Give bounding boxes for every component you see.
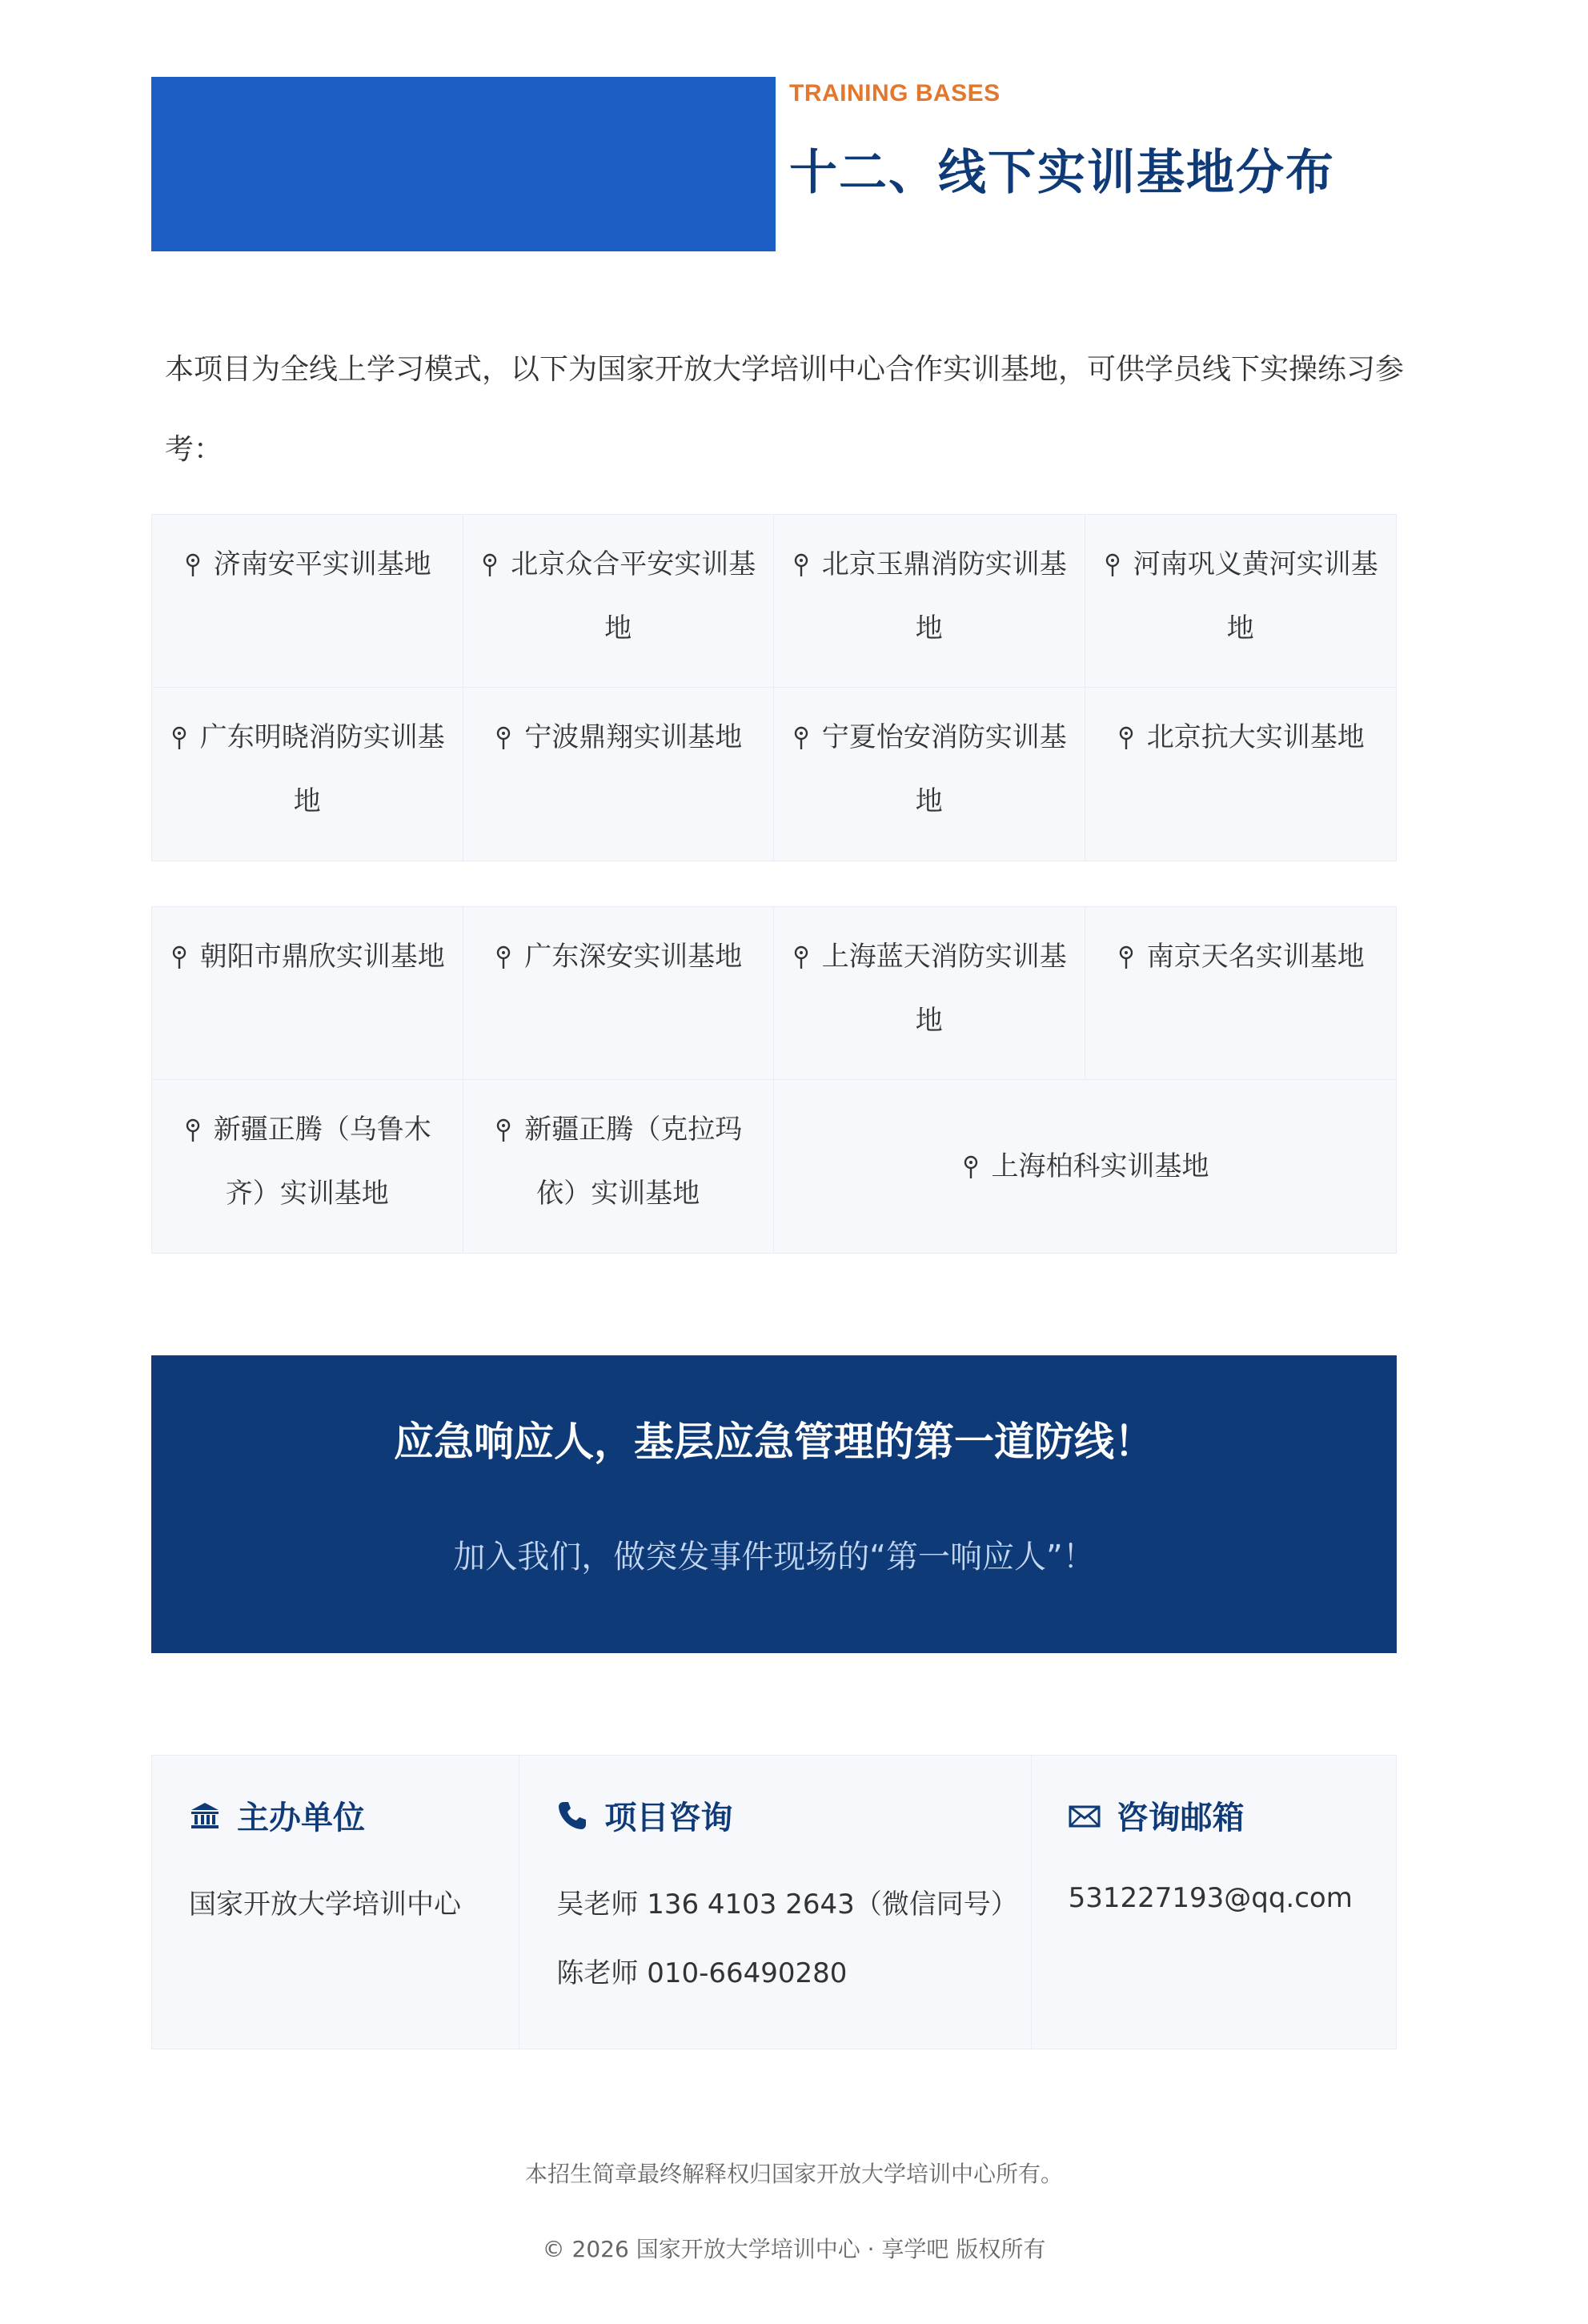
base-item — [1085, 688, 1397, 861]
envelope-icon — [1069, 1800, 1101, 1832]
institution-icon — [189, 1800, 221, 1832]
base-item — [774, 688, 1085, 861]
section-title: 十二、线下实训基地分布 — [789, 145, 1335, 201]
base-name: 上海蓝天消防实训基地 — [821, 941, 1067, 1037]
base-item — [463, 688, 775, 861]
consult-contact-chen: 陈老师 010-66490280 — [556, 1957, 848, 1989]
map-pin-icon — [170, 725, 189, 751]
base-item — [463, 1080, 775, 1253]
base-item — [463, 907, 775, 1080]
map-pin-icon — [494, 945, 513, 970]
base-item — [774, 1080, 1396, 1253]
map-pin-icon — [792, 725, 811, 751]
base-item — [1085, 515, 1397, 688]
map-pin-icon — [480, 552, 499, 578]
footer-copyright: © 2026 国家开放大学培训中心 · 享学吧 版权所有 — [542, 2236, 1046, 2262]
map-pin-icon — [170, 945, 189, 970]
map-pin-icon — [183, 552, 203, 578]
base-name: 南京天名实训基地 — [1146, 941, 1365, 973]
map-pin-icon — [494, 1118, 513, 1143]
base-name: 新疆正腾（乌鲁木齐）实训基地 — [213, 1114, 431, 1210]
email-heading — [1069, 1792, 1245, 1838]
map-pin-icon — [961, 1154, 980, 1180]
organizer-name: 国家开放大学培训中心 — [189, 1889, 461, 1921]
base-name: 北京众合平安实训基地 — [511, 548, 756, 644]
consult-column — [519, 1756, 1031, 2049]
base-name: 济南安平实训基地 — [213, 548, 431, 580]
base-item — [152, 907, 463, 1080]
map-pin-icon — [792, 552, 811, 578]
map-pin-icon — [1117, 725, 1136, 751]
base-name: 宁夏怡安消防实训基地 — [821, 721, 1067, 817]
footer-notice: 本招生简章最终解释权归国家开放大学培训中心所有。 — [524, 2161, 1063, 2187]
consult-heading-text: 项目咨询 — [604, 1800, 733, 1836]
slogan-banner — [151, 1355, 1397, 1653]
map-pin-icon — [494, 725, 513, 751]
consult-heading — [556, 1792, 732, 1838]
map-pin-icon — [1117, 945, 1136, 970]
base-name: 宁波鼎翔实训基地 — [524, 721, 743, 753]
base-name: 北京抗大实训基地 — [1146, 721, 1365, 753]
bases-grid-1 — [151, 514, 1397, 861]
base-name: 河南巩义黄河实训基地 — [1133, 548, 1378, 644]
base-name: 广东深安实训基地 — [524, 941, 743, 973]
base-item — [152, 515, 463, 688]
map-pin-icon — [792, 945, 811, 970]
organizer-heading-text: 主办单位 — [237, 1800, 365, 1836]
base-item — [152, 688, 463, 861]
organizer-heading — [189, 1792, 365, 1838]
bases-grid-2 — [151, 906, 1397, 1254]
base-name: 朝阳市鼎欣实训基地 — [199, 941, 445, 973]
base-name: 广东明晓消防实训基地 — [199, 721, 445, 817]
base-item — [463, 515, 775, 688]
contact-panel — [151, 1755, 1397, 2049]
section-subtitle: TRAINING BASES — [789, 80, 1001, 106]
base-name: 新疆正腾（克拉玛依）实训基地 — [524, 1114, 743, 1210]
base-item — [774, 907, 1085, 1080]
base-name: 上海柏科实训基地 — [991, 1150, 1209, 1182]
email-heading-text: 咨询邮箱 — [1116, 1800, 1245, 1836]
map-pin-icon — [1103, 552, 1122, 578]
base-item — [774, 515, 1085, 688]
email-column — [1032, 1756, 1396, 2049]
consult-contact-wu: 吴老师 136 4103 2643（微信同号） — [556, 1889, 1018, 1921]
base-item — [1085, 907, 1397, 1080]
base-name: 北京玉鼎消防实训基地 — [821, 548, 1067, 644]
phone-icon — [556, 1800, 588, 1832]
email-address[interactable]: 531227193@qq.com — [1068, 1882, 1353, 1914]
organizer-column — [152, 1756, 519, 2049]
map-pin-icon — [183, 1118, 203, 1143]
banner-title: 应急响应人，基层应急管理的第一道防线！ — [394, 1419, 1154, 1465]
base-item — [152, 1080, 463, 1253]
banner-subtitle: 加入我们，做突发事件现场的“第一响应人”！ — [453, 1539, 1095, 1575]
intro-paragraph: 本项目为全线上学习模式，以下为国家开放大学培训中心合作实训基地，可供学员线下实操练习参考： — [165, 353, 1405, 466]
section-color-block — [151, 77, 776, 251]
